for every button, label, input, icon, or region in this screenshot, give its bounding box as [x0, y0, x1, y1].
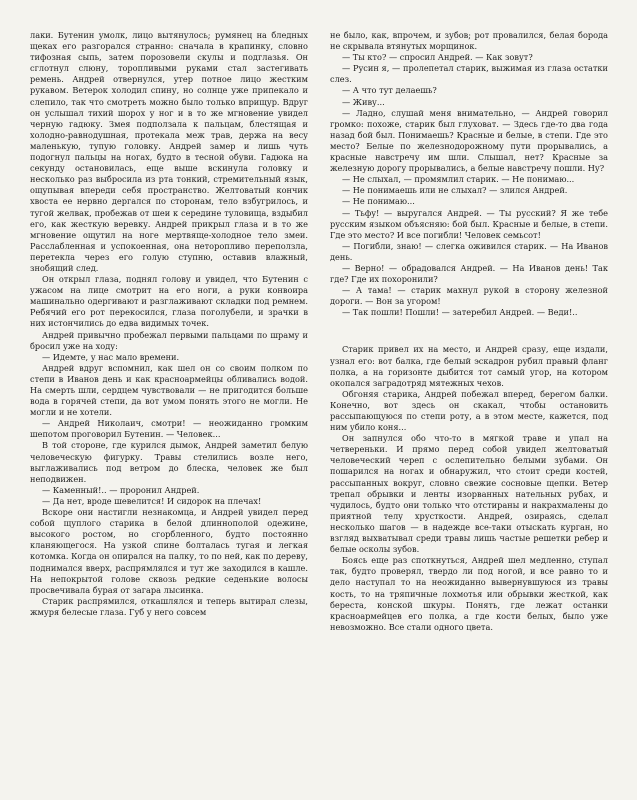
paragraph: — Верно! — обрадовался Андрей. — На Иванов день! Так где? Где их похоронили? [330, 262, 608, 285]
paragraph: — Не понимаю... [342, 196, 415, 207]
right-column [330, 30, 608, 633]
paragraph: Старик распрямился, откашлялся и теперь вытирал слезы, жмуря белесые глаза. Губ у него совсем [30, 595, 308, 617]
paragraph: Обгоняя старика, Андрей побежал вперед, берегом балки. Конечно, вот здесь он скакал, чтобы остановить рассыпающуюся по степи роту, а в этом месте, кажется, под ним убило коня... [330, 388, 608, 433]
paragraph: — Да нет, вроде шевелится! И сидорок на плечах! [42, 495, 262, 506]
paragraph: — А тама! — старик махнул рукой в сторону железной дороги. — Вон за угором! [330, 285, 608, 307]
paragraph: Вскоре они настигли незнакомца, и Андрей увидел перед собой щуплого старика в белой длиннополой одежине, высокого ростом, но сгорбленного, будто постоянно кланяющегося. На узкой спине болталась тугая и легкая котомка. Когда он опирался на палку, то по ней, как по дереву, поднимался вверх, распрямлялся и тут же заходился в кашле. На непокрытой голове сквозь редкие седенькие волосы просвечивала бурая от загара лысинка. [30, 507, 309, 595]
paragraph: — Русин я, — пролепетал старик, выжимая из глаза остатки слез. [330, 63, 608, 85]
paragraph: лаки. Бутенин умолк, лицо вытянулось; румянец на бледных щеках его разгорался странно: сначала в крапинку, словно тифозная сыпь, затем порозовели скулы и подглазья. Он сглотнул слюну, торопливыми руками стал застегивать ремень. Андрей отвернулся, утер потное лицо жестким рукавом. Ветерок холодил спину, но солнце уже припекало и слепило, так что смотреть можно было только вприщур. Вдруг он услышал тихий шорох у ног и в то же мгновение увидел черную гадюку. Змея подползала к пальцам, блестящая и холодно-равнодушная, протекала меж трав, держа на весу маленькую, тупую головку. Андрей замер и лишь чуть подогнул пальцы на ногах, будто в тесной обуви. Гадюка на секунду остановилась, еще выше вскинула головку и несколько раз выбросила из рта тонкий, стремительный язык, ощупывая впереди себя пространство. Желтоватый кончик хвоста ее нервно дергался по сторонам, тело взбугрилось, и тугой желвак, пробежав от шеи к середине туловища, вздыбил его, как жесткую веревку. Андрей прикрыл глаза и в то же мгновение ощутил на ноге мертвяще-холодное тело змеи. Расслабленная и успокоенная, она неторопливо переползла, перетекла через его голую ступню, оставив влажный, знобящий след. [30, 30, 308, 273]
paragraph: Андрей вдруг вспомнил, как шел он со своим полком по степи в Иванов день и как красноармейцы обливались водой. На смерть шли, сердцем чувствовали — не пригодится больше вода в горячей степи, да вот умом понять этого не могли. Не могли и не хотели. [30, 362, 308, 418]
paragraph: — Идемте, у нас мало времени. [42, 351, 180, 362]
paragraph: Он запнулся обо что-то в мягкой траве и упал на четвереньки. И прямо перед собой увидел желтоватый человеческий череп с ослепительно белыми зубами. Он пошарился на ногах и обнаружил, что стоит среди костей, рассыпанных вокруг, словно свежие сосновые щепки. Ветер трепал обрывки и ленты изорванных нательных рубах, и чудилось, будто они только что отстираны и накрахмалены до приятной телу хрусткости. Андрей, озираясь, сделал несколько шагов — в надежде все-таки отыскать курган, но взгляд выхватывал среди травы лишь частые решетки ребер и белые осколы зубов. [330, 433, 608, 555]
paragraph: — Андрей Николаич, смотри! — неожиданно громким шепотом проговорил Бутенин. — Человек... [30, 418, 308, 440]
paragraph: — Не слыхал, — промямлил старик. — Не понимаю... [342, 174, 575, 185]
paragraph: Андрей привычно пробежал первыми пальцами по шраму и бросил уже на ходу: [30, 329, 308, 351]
paragraph: — Каменный!.. — проронил Андрей. [42, 484, 200, 495]
paragraph: Он открыл глаза, поднял голову и увидел, что Бутенин с ужасом на лице смотрит на его ноги, а руки конвоира машинально одергивают и разглаживают складки под ремнем. Ребячий его рот перекосился, глаза поголубели, и зрачки в них истончились до едва видимых точек. [30, 274, 308, 329]
paragraph: — Тьфу! — выругался Андрей. — Ты русский? Я же тебе русским языком объясняю: бой был. Красные и белые, в степи. Где это место? И все погибли! Человек семьсот! [330, 207, 608, 240]
paragraph: — Так пошли! Пошли! — затеребил Андрей. — Веди!.. [342, 307, 578, 318]
paragraph: Старик привел их на место, и Андрей сразу, еще издали, узнал его: вот балка, где белый эскадрон рубил правый фланг полка, а на горизонте дыбится тот самый угор, на котором окопался заградотряд мятежных чехов. [330, 344, 608, 388]
section-break [330, 318, 608, 344]
paragraph: — А что тут делаешь? [342, 85, 437, 96]
paragraph: — Ты кто? — спросил Андрей. — Как зовут? [342, 52, 533, 63]
paragraph: Боясь еще раз споткнуться, Андрей шел медленно, ступал так, будто проверял, твердо ли под ногой, и все равно то и дело наступал то на неожиданно вывернувшуюся из травы кость, то на тряпичные лохмотья или обрывки жесткой, как береста, конской шкуры. Понять, где лежат останки красноармейцев его полка, а где кости белых, было уже невозможно. Все стали одного цвета. [330, 555, 608, 632]
left-column [30, 30, 308, 618]
paragraph: В той стороне, где курился дымок, Андрей заметил белую человеческую фигурку. Травы стелились возле него, выглаживались под ветром до блеска, человек же был неподвижен. [30, 440, 308, 484]
paragraph: — Живу... [342, 96, 385, 107]
paragraph: не было, как, впрочем, и зубов; рот провалился, белая борода не скрывала втянутых морщинок. [330, 30, 608, 52]
paragraph: — Погибли, знаю! — слегка оживился старик. — На Иванов день. [330, 240, 608, 262]
paragraph: — Ладно, слушай меня внимательно, — Андрей говорил громко: похоже, старик был глуховат. — Здесь где-то два года назад бой был. Понимаешь? Красные и белые, в степи. Где это место? Белые по железнодорожному пути прорывались, а красные навстречу им шли. Слышал, нет? Красные за железную дорогу прорывались, а белые навстречу пошли. Ну? [330, 107, 608, 174]
paragraph: — Не понимаешь или не слыхал? — злился Андрей. [342, 185, 568, 196]
